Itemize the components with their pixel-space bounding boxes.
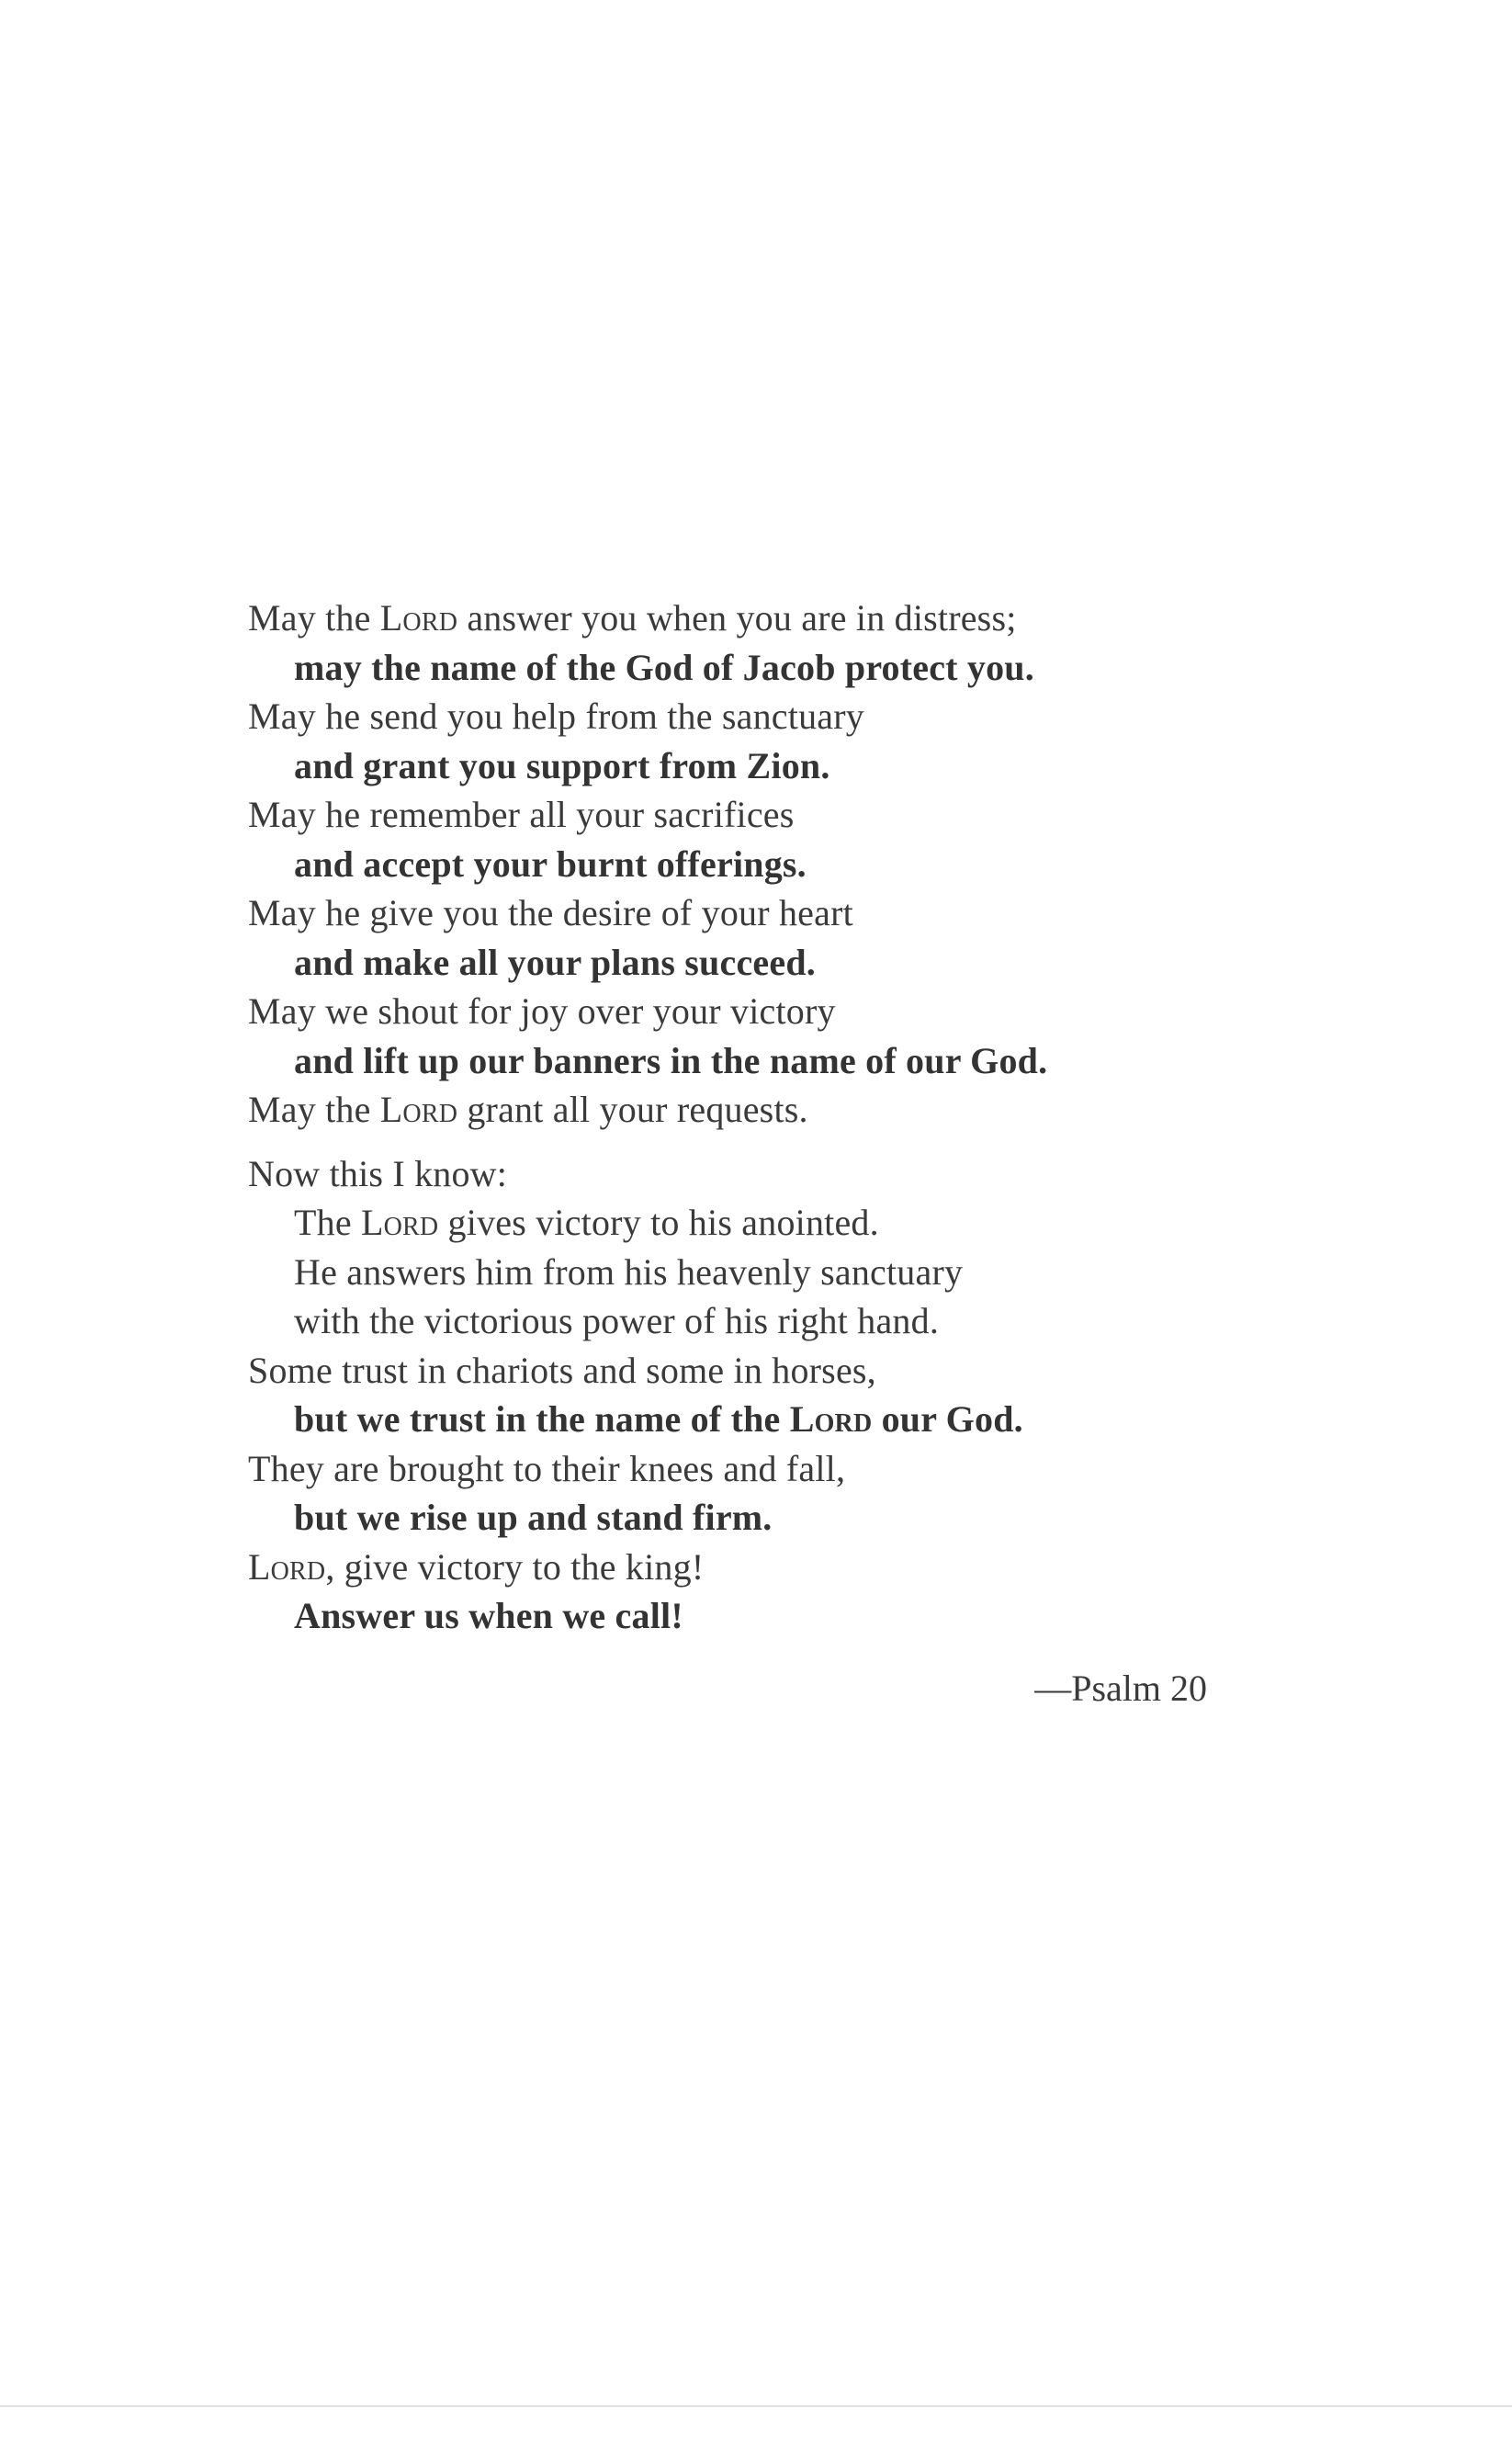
verse-text: answer you when you are in distress; [457, 597, 1017, 639]
lord-small-caps: Lord [379, 597, 458, 639]
lord-small-caps: Lord [789, 1398, 873, 1440]
lord-small-caps: Lord [361, 1202, 439, 1243]
response-line: and make all your plans succeed. [294, 941, 816, 983]
response-line: and lift up our banners in the name of our God. [294, 1039, 1048, 1081]
lord-small-caps: Lord [379, 1089, 458, 1130]
lord-small-caps: Lord [248, 1545, 326, 1588]
response-line: and accept your burnt offerings. [294, 842, 807, 885]
verse-line: May he send you help from the sanctuary [248, 695, 864, 737]
verse-line [248, 1085, 1258, 1135]
verse-line: May he remember all your sacrifices [248, 794, 795, 835]
verse-line-indented: He answers him from his heavenly sanctuary [294, 1250, 964, 1293]
verse-line: May we shout for joy over your victory [248, 990, 836, 1032]
verse-text: , give victory to the king! [325, 1545, 705, 1588]
response-line: and grant you support from Zion. [294, 744, 830, 786]
verse-line: Some trust in chariots and some in horses, [248, 1349, 876, 1391]
response-line: Answer us when we call! [294, 1595, 683, 1636]
verse-text: May the [248, 1089, 380, 1130]
attribution: —Psalm 20 [1034, 1668, 1207, 1709]
verse-text: gives victory to his anointed. [438, 1202, 879, 1243]
verse-line-indented: with the victorious power of his right hand. [294, 1300, 940, 1341]
verse-line [248, 1543, 1258, 1592]
page-edge-divider [0, 2405, 1512, 2407]
stanza-2 [248, 1149, 1258, 1641]
verse-line: They are brought to their knees and fall, [248, 1447, 846, 1489]
verse-line: Now this I know: [248, 1152, 508, 1194]
response-line: may the name of the God of Jacob protect you. [294, 646, 1034, 688]
response-line [248, 1395, 1258, 1444]
verse-text: The [294, 1202, 361, 1243]
stanza-1 [248, 594, 1258, 1135]
verse-text: our God. [872, 1398, 1023, 1440]
verse-text: May the [248, 597, 380, 639]
response-line: but we rise up and stand firm. [294, 1497, 773, 1538]
verse-line-indented [248, 1198, 1258, 1248]
verse-text: but we trust in the name of the [294, 1398, 790, 1440]
psalm-text [248, 594, 1258, 1641]
verse-line: May he give you the desire of your heart [248, 892, 853, 933]
verse-line [248, 594, 1258, 643]
verse-text: grant all your requests. [457, 1089, 808, 1130]
